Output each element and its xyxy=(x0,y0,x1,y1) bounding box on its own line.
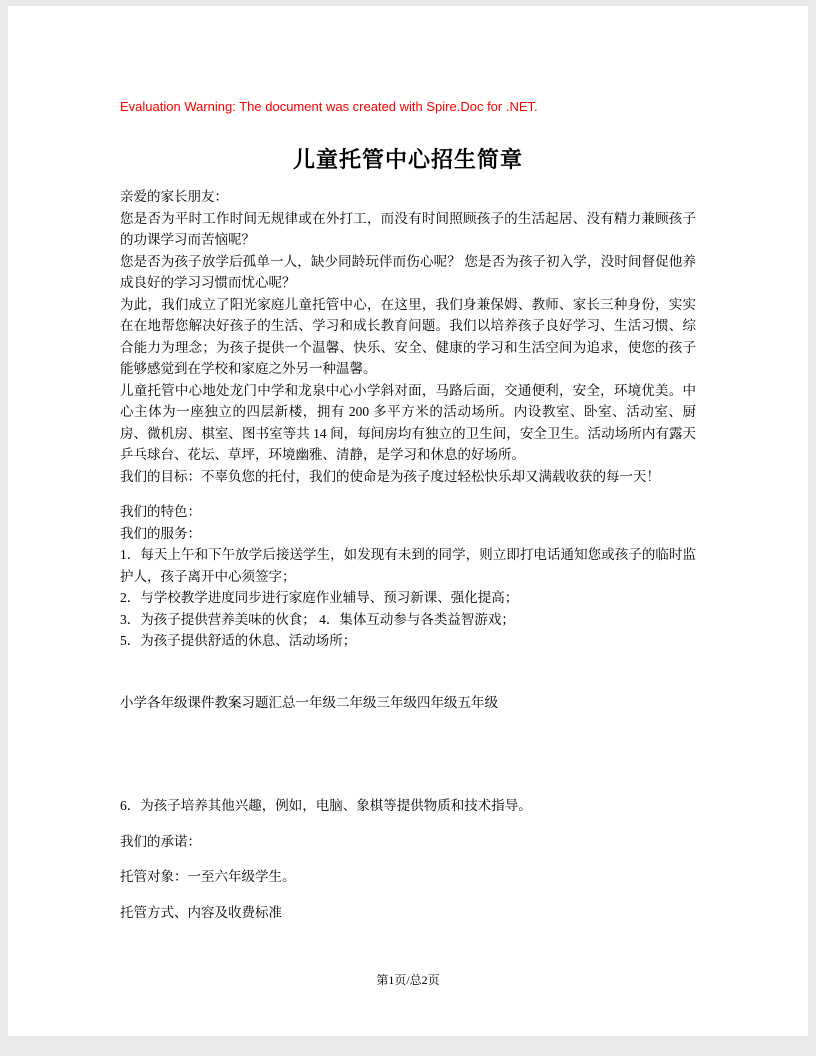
paragraph-intro-1: 您是否为平时工作时间无规律或在外打工，而没有时间照顾孩子的生活起居、没有精力兼顾孩子的功课学习而苦恼呢？ xyxy=(120,210,696,247)
paragraph-intro-2: 您是否为孩子放学后孤单一人，缺少同龄玩伴而伤心呢？ 您是否为孩子初入学，没时间督促他养成良好的学习习惯而忧心呢？ xyxy=(120,253,696,290)
paragraph-location: 儿童托管中心地处龙门中学和龙泉中心小学斜对面，马路后面，交通便利，安全，环境优美。中心主体为一座独立的四层新楼，拥有 200 多平方米的活动场所。内设教室、卧室、活动室、厨房、微机房、棋室、图书室等共 14 间，每间房均有独立的卫生间，安全卫生。活动场所内有露天乒乓球台、花坛、草坪，环境幽雅、清静，是学习和休息的好场所。 xyxy=(120,382,696,462)
document-content xyxy=(120,6,696,923)
paragraph-features-heading: 我们的特色： xyxy=(120,504,201,519)
paragraph-service-item-2: 2．与学校教学进度同步进行家庭作业辅导、预习新课、强化提高； xyxy=(120,590,519,605)
paragraph-service-item-6: 6．为孩子培养其他兴趣，例如，电脑、象棋等提供物质和技术指导。 xyxy=(120,798,532,813)
paragraph-fees-heading: 托管方式、内容及收费标准 xyxy=(120,904,282,920)
evaluation-warning-text: Evaluation Warning: The document was created with Spire.Doc for .NET. xyxy=(120,99,538,114)
paragraph-service-item-3-4: 3．为孩子提供营养美味的伙食； 4．集体互动参与各类益智游戏； xyxy=(120,611,515,627)
paragraph-promise-heading: 我们的承诺： xyxy=(120,833,201,849)
paragraph-courseware-line: 小学各年级课件教案习题汇总一年级二年级三年级四年级五年级 xyxy=(120,694,498,710)
document-page xyxy=(8,6,808,1036)
paragraph-service-item-5: 5．为孩子提供舒适的休息、活动场所； xyxy=(120,633,357,648)
paragraph-greeting: 亲爱的家长朋友： xyxy=(120,189,228,204)
paragraph-about-center: 为此，我们成立了阳光家庭儿童托管中心，在这里，我们身兼保姆、教师、家长三种身份，实实在在地帮您解决好孩子的生活、学习和成长教育问题。我们以培养孩子良好学习、生活习惯、综合能力为理念；为孩子提供一个温馨、快乐、安全、健康的学习和生活空间为追求，使您的孩子能够感觉到在学校和家庭之外另一种温馨。 xyxy=(120,296,696,376)
document-title: 儿童托管中心招生简章 xyxy=(292,147,523,172)
paragraph-goal: 我们的目标：不辜负您的托付，我们的使命是为孩子度过轻松快乐却又满载收获的每一天！ xyxy=(120,468,660,484)
page-number-footer: 第1页/总2页 xyxy=(376,973,440,987)
paragraph-service-item-1: 1．每天上午和下午放学后接送学生，如发现有未到的同学，则立即打电话通知您或孩子的临时监护人，孩子离开中心须签字； xyxy=(120,547,696,584)
paragraph-target-students: 托管对象：一至六年级学生。 xyxy=(120,869,296,884)
paragraph-services-heading: 我们的服务： xyxy=(120,525,201,541)
